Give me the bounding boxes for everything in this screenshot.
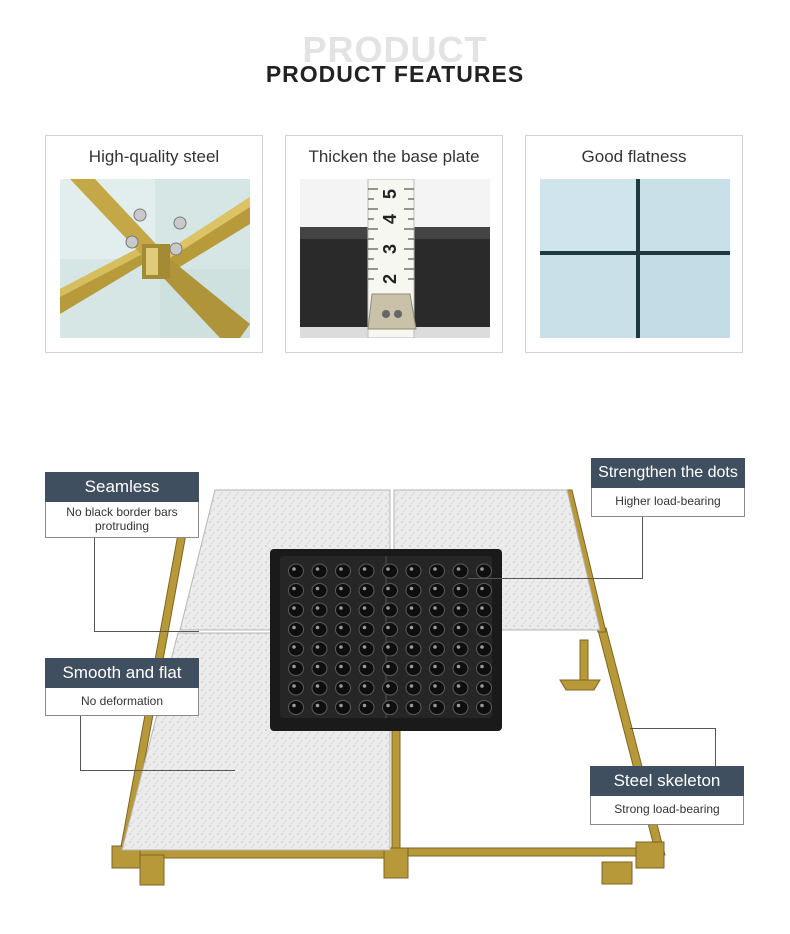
- dot-highlight: [410, 606, 414, 610]
- reinforcement-dot: [312, 564, 327, 578]
- dot-highlight: [363, 587, 367, 591]
- reinforcement-dot: [359, 623, 374, 637]
- page-title: PRODUCT FEATURES: [265, 61, 525, 87]
- dot-highlight: [457, 684, 461, 688]
- label-dots: [591, 458, 745, 517]
- reinforcement-dot: [430, 662, 445, 676]
- reinforcement-dot: [336, 701, 351, 715]
- reinforcement-dot: [289, 681, 304, 695]
- reinforcement-dot: [453, 564, 468, 578]
- dot-highlight: [480, 665, 484, 669]
- reinforcement-dot: [477, 623, 492, 637]
- label-skeleton: [590, 766, 744, 825]
- dot-highlight: [410, 665, 414, 669]
- reinforcement-dot: [406, 701, 421, 715]
- reinforcement-dot: [312, 584, 327, 598]
- dot-highlight: [480, 606, 484, 610]
- reinforcement-dot: [312, 701, 327, 715]
- reinforcement-dot: [406, 584, 421, 598]
- reinforcement-dot: [336, 603, 351, 617]
- dot-highlight: [480, 684, 484, 688]
- dot-highlight: [316, 587, 320, 591]
- label-dots-desc: Higher load-bearing: [591, 488, 745, 517]
- reinforcement-dot: [289, 662, 304, 676]
- reinforcement-dot: [359, 564, 374, 578]
- dot-highlight: [480, 587, 484, 591]
- label-seamless: [45, 472, 199, 538]
- reinforcement-dot: [359, 603, 374, 617]
- card-title-baseplate: Thicken the base plate: [308, 147, 480, 166]
- dot-highlight: [386, 645, 390, 649]
- label-smooth: [45, 658, 199, 716]
- dot-highlight: [386, 684, 390, 688]
- reinforcement-dot: [406, 623, 421, 637]
- dot-highlight: [433, 567, 437, 571]
- reinforcement-dot: [312, 603, 327, 617]
- dot-highlight: [363, 684, 367, 688]
- dot-highlight: [339, 645, 343, 649]
- tape-number-3: 3: [380, 243, 400, 255]
- dot-highlight: [292, 665, 296, 669]
- dot-highlight: [457, 665, 461, 669]
- dot-highlight: [480, 704, 484, 708]
- dot-highlight: [292, 684, 296, 688]
- label-skeleton-desc: Strong load-bearing: [590, 796, 744, 825]
- leader-line: [630, 728, 716, 729]
- dot-highlight: [363, 665, 367, 669]
- reinforcement-dot: [336, 642, 351, 656]
- card-title-flatness: Good flatness: [581, 147, 687, 166]
- leader-line: [715, 728, 716, 766]
- reinforcement-dot: [383, 662, 398, 676]
- dot-highlight: [339, 567, 343, 571]
- dot-highlight: [316, 626, 320, 630]
- dot-highlight: [339, 587, 343, 591]
- dot-highlight: [363, 626, 367, 630]
- dot-highlight: [292, 587, 296, 591]
- dot-highlight: [457, 626, 461, 630]
- dot-highlight: [386, 704, 390, 708]
- label-seamless-title: Seamless: [45, 472, 199, 502]
- reinforcement-dot: [430, 603, 445, 617]
- dot-highlight: [386, 606, 390, 610]
- dot-highlight: [363, 645, 367, 649]
- reinforcement-dot: [383, 701, 398, 715]
- reinforcement-dot: [336, 681, 351, 695]
- dot-highlight: [410, 645, 414, 649]
- dot-highlight: [386, 587, 390, 591]
- reinforcement-dot: [453, 642, 468, 656]
- reinforcement-dot: [383, 681, 398, 695]
- reinforcement-dot: [430, 623, 445, 637]
- reinforcement-dot: [312, 681, 327, 695]
- dot-highlight: [457, 645, 461, 649]
- reinforcement-dot: [336, 564, 351, 578]
- dot-highlight: [433, 665, 437, 669]
- reinforcement-dot: [406, 642, 421, 656]
- reinforcement-dot: [477, 564, 492, 578]
- reinforcement-dot: [430, 564, 445, 578]
- reinforcement-dot: [453, 701, 468, 715]
- reinforcement-dot: [359, 701, 374, 715]
- label-dots-title: Strengthen the dots: [591, 458, 745, 488]
- dot-highlight: [410, 684, 414, 688]
- tape-number-5: 5: [380, 188, 400, 200]
- dot-highlight: [316, 665, 320, 669]
- dot-highlight: [292, 606, 296, 610]
- reinforcement-dot: [477, 642, 492, 656]
- leader-line: [642, 516, 643, 579]
- reinforcement-dot: [477, 584, 492, 598]
- dot-highlight: [316, 606, 320, 610]
- tape-number-4: 4: [380, 213, 400, 225]
- reinforcement-dot: [383, 564, 398, 578]
- dot-highlight: [339, 606, 343, 610]
- leader-line: [80, 770, 235, 771]
- dot-highlight: [316, 684, 320, 688]
- dot-highlight: [433, 587, 437, 591]
- leader-line: [468, 578, 643, 579]
- reinforcement-dot: [477, 701, 492, 715]
- reinforcement-dot: [312, 662, 327, 676]
- dot-highlight: [410, 626, 414, 630]
- dot-highlight: [363, 567, 367, 571]
- reinforcement-dot: [289, 603, 304, 617]
- dot-highlight: [363, 606, 367, 610]
- label-skeleton-title: Steel skeleton: [590, 766, 744, 796]
- reinforcement-dot: [336, 662, 351, 676]
- dot-highlight: [410, 704, 414, 708]
- reinforcement-dot: [406, 662, 421, 676]
- reinforcement-dot: [453, 584, 468, 598]
- dot-highlight: [433, 684, 437, 688]
- dot-highlight: [292, 626, 296, 630]
- leader-line: [94, 631, 199, 632]
- reinforcement-dot: [453, 662, 468, 676]
- label-seamless-desc: No black border bars protruding: [45, 502, 199, 538]
- dot-highlight: [339, 665, 343, 669]
- dot-highlight: [457, 567, 461, 571]
- reinforcement-dot: [359, 642, 374, 656]
- dot-highlight: [457, 587, 461, 591]
- dot-highlight: [480, 645, 484, 649]
- dot-highlight: [339, 704, 343, 708]
- dot-highlight: [292, 704, 296, 708]
- dot-highlight: [433, 704, 437, 708]
- reinforcement-dot: [453, 623, 468, 637]
- dot-highlight: [292, 567, 296, 571]
- reinforcement-dot: [359, 662, 374, 676]
- label-smooth-desc: No deformation: [45, 688, 199, 716]
- dot-highlight: [339, 626, 343, 630]
- reinforcement-dot: [336, 623, 351, 637]
- reinforcement-dot: [453, 603, 468, 617]
- reinforcement-dot: [430, 681, 445, 695]
- dot-highlight: [292, 645, 296, 649]
- dot-highlight: [386, 626, 390, 630]
- ghost-title: PRODUCT: [302, 29, 488, 70]
- reinforcement-dot: [383, 623, 398, 637]
- reinforcement-dot: [312, 642, 327, 656]
- reinforcement-dot: [383, 584, 398, 598]
- reinforcement-dot: [430, 642, 445, 656]
- dot-highlight: [480, 626, 484, 630]
- reinforcement-dot: [289, 584, 304, 598]
- dot-highlight: [480, 567, 484, 571]
- dot-highlight: [433, 606, 437, 610]
- card-title-steel: High-quality steel: [88, 147, 220, 166]
- reinforcement-dot: [477, 681, 492, 695]
- dot-highlight: [410, 587, 414, 591]
- reinforcement-dot: [477, 662, 492, 676]
- label-smooth-title: Smooth and flat: [45, 658, 199, 688]
- dot-highlight: [433, 645, 437, 649]
- dot-highlight: [457, 606, 461, 610]
- leader-line: [80, 716, 81, 771]
- reinforcement-dot: [477, 603, 492, 617]
- reinforcement-dot: [383, 642, 398, 656]
- dot-highlight: [386, 665, 390, 669]
- reinforcement-dot: [406, 564, 421, 578]
- dot-highlight: [339, 684, 343, 688]
- leader-line: [94, 529, 95, 632]
- reinforcement-dot: [406, 681, 421, 695]
- reinforcement-dot: [359, 681, 374, 695]
- reinforcement-dot: [289, 564, 304, 578]
- reinforcement-dot: [336, 584, 351, 598]
- reinforcement-dot: [289, 623, 304, 637]
- reinforcement-dot: [312, 623, 327, 637]
- reinforcement-dot: [383, 603, 398, 617]
- dot-highlight: [316, 704, 320, 708]
- dot-highlight: [316, 567, 320, 571]
- reinforcement-dot: [430, 701, 445, 715]
- dot-highlight: [433, 626, 437, 630]
- dot-highlight: [386, 567, 390, 571]
- reinforcement-dot: [430, 584, 445, 598]
- dot-highlight: [363, 704, 367, 708]
- reinforcement-dot: [406, 603, 421, 617]
- dot-highlight: [457, 704, 461, 708]
- reinforcement-dot: [289, 642, 304, 656]
- tape-number-2: 2: [380, 273, 400, 285]
- reinforcement-dot: [453, 681, 468, 695]
- dot-highlight: [316, 645, 320, 649]
- reinforcement-dot: [359, 584, 374, 598]
- reinforcement-dot: [289, 701, 304, 715]
- dot-highlight: [410, 567, 414, 571]
